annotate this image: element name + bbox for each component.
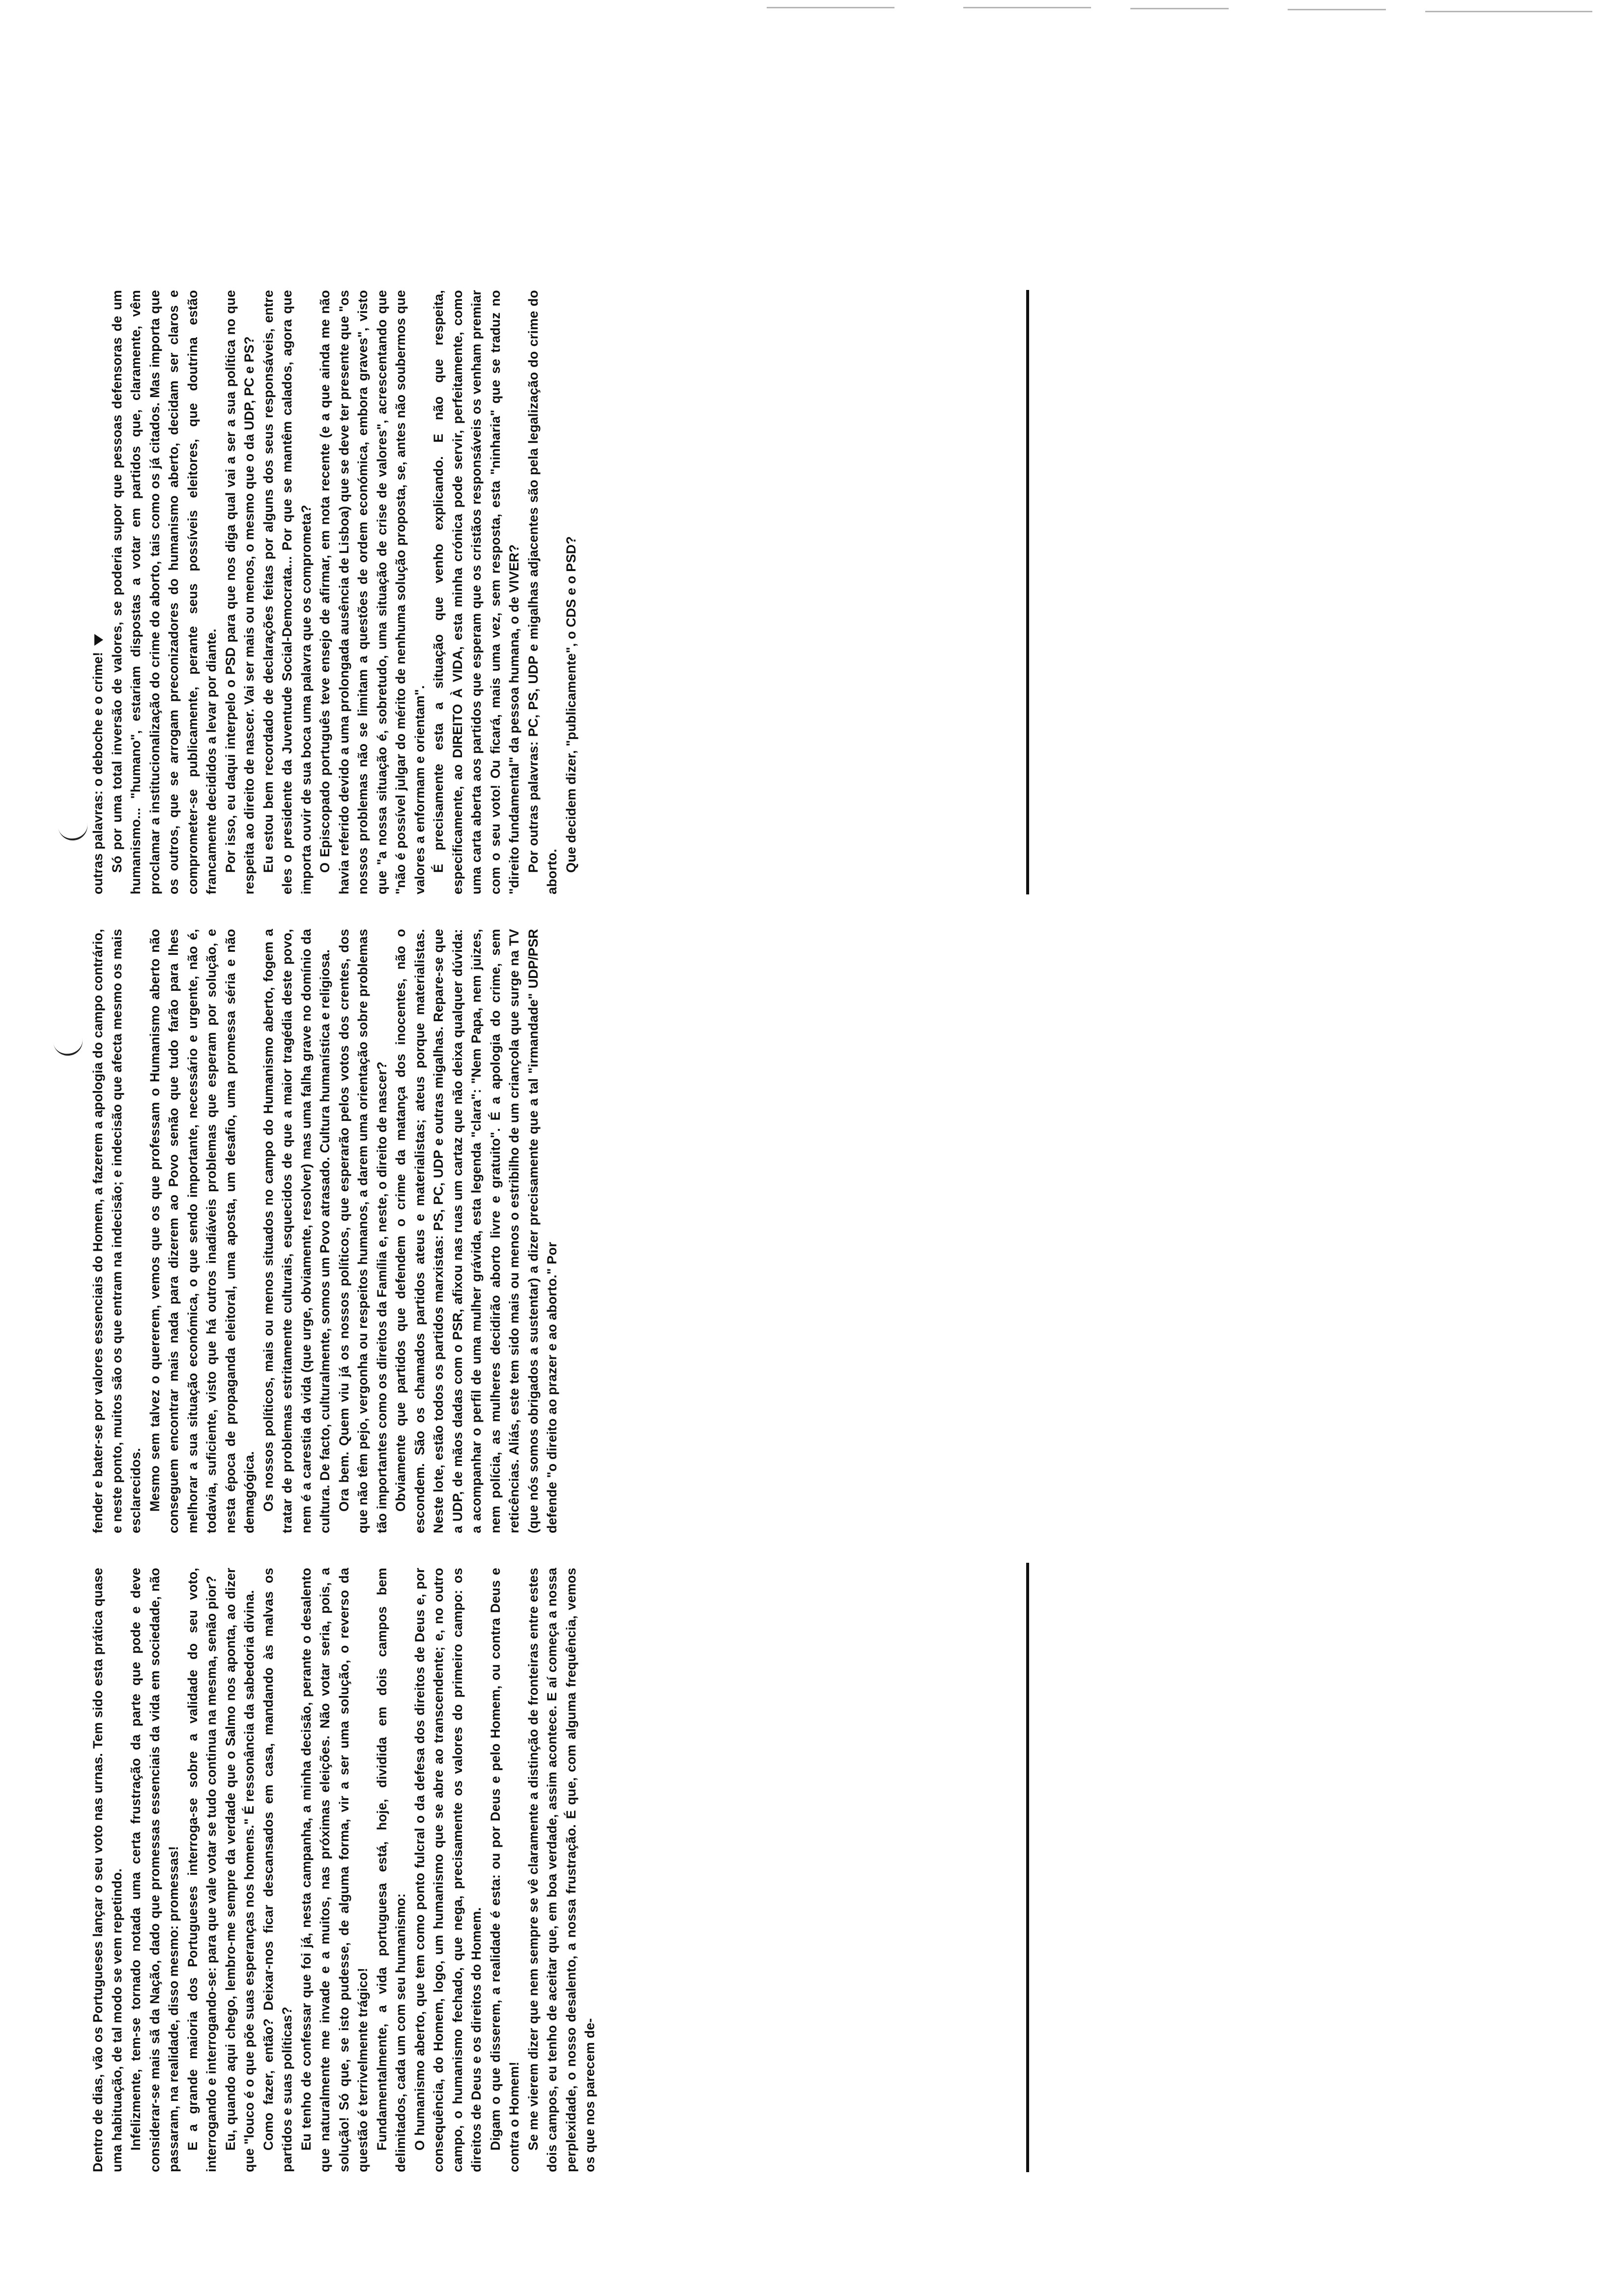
paragraph: Ora bem. Quem viu já os nossos políticos, que esperarão pelos votos dos crentes, dos que não têm pejo, vergonha ou respeitos humanos, a darem uma orientação sobre problemas tão importantes como os direitos da Família e, neste, o direito de nascer? xyxy=(336,929,389,1533)
end-mark-icon xyxy=(94,634,103,646)
article-column-1 xyxy=(88,1568,1022,2172)
scan-artifact-line xyxy=(1425,11,1592,12)
binder-mark xyxy=(53,1034,85,1058)
paragraph: O humanismo aberto, que tem como ponto fulcral o da defesa dos direitos de Deus e, por consequência, do Homem, logo, um humanismo que se abre ao transcendente; e, no outro campo, o humanismo fechado, que nega, precisamente os valores do primeiro campo: os direitos de Deus e os direitos do Homem. xyxy=(412,1568,484,2172)
paragraph xyxy=(88,290,108,894)
paragraph: Eu tenho de confessar que foi já, nesta campanha, a minha decisão, perante o desalento que naturalmente me invade e a muitos, nas próximas eleições. Não votar seria, pois, a solução! Só que, se isto pudesse, de alguma forma, vir a ser uma solução, o reverso da questão é terrivelmente trágico! xyxy=(298,1568,370,2172)
paragraph: fender e bater-se por valores essenciais do Homem, a fazerem a apologia do campo contrário, e neste ponto, muitos são os que entram na indecisão; e indecisão que afecta mesmo os mais esclarecidos. xyxy=(90,929,143,1533)
paragraph: Eu estou bem recordado de declarações feitas por alguns dos seus responsáveis, entre eles o presidente da Juventude Social-Democrata... Por que se mantêm calados, agora que importa ouvir de sua boca uma palavra que os comprometa? xyxy=(260,290,314,894)
paragraph: Só por uma total inversão de valores, se poderia supor que pessoas defensoras de um humanismo... "humano", estariam dispostas a votar em partidos que, claramente, vêm proclamar a institucionalização do crime do aborto, tais como os já citados. Mas importa que os outros, que se arrogam preconizadores do humanismo aberto, decidam ser claros e comprometer-se publicamente, perante seus possíveis eleitores, que doutrina estão francamente decididos a levar por diante. xyxy=(109,290,219,894)
scan-artifact-line xyxy=(767,7,894,8)
scan-artifact-line xyxy=(963,7,1091,8)
paragraph: Que decidem dizer, "publicamente", o CDS e o PSD? xyxy=(563,536,578,873)
paragraph: Digam o que disserem, a realidade é esta: ou por Deus e pelo Homem, ou contra Deus e contra o Homem! xyxy=(488,1568,521,2172)
paragraph: Eu, quando aqui chego, lembro-me sempre da verdade que o Salmo nos aponta, ao dizer que "louco é o que põe suas esperanças nos homens." É ressonância da sabedoria divina. xyxy=(223,1568,257,2172)
column-end-rule xyxy=(1026,290,1029,894)
paragraph: Fundamentalmente, a vida portuguesa está, hoje, dividida em dois campos bem delimitados, cada um com seu humanismo: xyxy=(374,1568,408,2172)
paragraph: O Episcopado português teve ensejo de afirmar, em nota recente (e a que ainda me não havia referido devido a uma prolongada ausência de Lisboa) que se deve ter presente que "os nossos problemas não se limitam a questões de ordem económica, embora graves", visto que "a nossa situação é, sobretudo, uma situação de crise de valores", acrescentando que "não é possível julgar do mérito de nenhuma solução proposta, se, antes não soubermos que valores a enformam e orientam". xyxy=(317,290,427,894)
article-column-2 xyxy=(88,929,1022,1533)
paragraph: Como fazer, então? Deixar-nos ficar descansados em casa, mandando às malvas os partidos e suas políticas? xyxy=(260,1568,294,2172)
paragraph: Se me vierem dizer que nem sempre se vê claramente a distinção de fronteiras entre estes dois campos, eu tenho de aceitar que, em boa verdade, assim acontece. E aí começa a nossa perplexidade, o nosso desalento, a nossa frustração. É que, com alguma frequência, vemos os que nos parecem de- xyxy=(525,1568,597,2172)
paragraph: E a grande maioria dos Portugueses interroga-se sobre a validade do seu voto, interrogando e interrogando-se: para que vale votar se tudo continua na mesma, senão pior? xyxy=(185,1568,219,2172)
binder-mark xyxy=(58,819,90,843)
paragraph: Os nossos políticos, mais ou menos situados no campo do Humanismo aberto, fogem a tratar de problemas estritamente culturais, esquecidos de que a maior tragédia deste povo, nem é a carestia da vida (que urge, obviamente, resolver) mas uma falha grave no domínio da cultura. De facto, culturalmente, somos um Povo atrasado. Cultura humanística e religiosa. xyxy=(260,929,332,1533)
paragraph: Mesmo sem talvez o quererem, vemos que os que professam o Humanismo aberto não conseguem encontrar mais nada para dizerem ao Povo senão que tudo farão para lhes melhorar a sua situação económica, o que sendo importante, necessário e urgente, não é, todavia, suficiente, visto que há outros inadiáveis problemas que esperam por solução, e nesta época de propaganda eleitoral, uma aposta, um desafio, uma promessa séria e não demagógica. xyxy=(147,929,257,1533)
paragraph: É precisamente esta a situação que venho explicando. E não que respeita, especificamente, ao DIREITO À VIDA, esta minha crónica pode servir, perfeitamente, como uma carta aberta aos partidos que esperam que os cristãos responsáveis os venham premiar com o seu voto! Ou ficará, mais uma vez, sem resposta, esta "ninharia" que se traduz no "direito fundamental" da pessoa humana, o de VIVER? xyxy=(431,290,521,894)
rotated-article xyxy=(88,256,1071,2172)
scan-artifact-line xyxy=(1288,9,1386,10)
paragraph-text: outras palavras: o deboche e o crime! xyxy=(90,652,105,894)
paragraph: Infelizmente, tem-se tornado notada uma certa frustração da parte que pode e deve considerar-se mais sã da Nação, dado que promessas essenciais da vida em sociedade, não passaram, na realidade, disso mesmo: promessas! xyxy=(128,1568,181,2172)
paragraph: Obviamente que partidos que defendem o crime da matança dos inocentes, não o escondem. São os chamados partidos ateus e materialistas; ateus porque materialistas. Neste lote, estão todos os partidos marxistas: PS, PC, UDP e outras migalhas. Repare-se que a UDP, de mãos dadas com o PSR, afixou nas ruas um cartaz que não deixa qualquer dúvida: a acompanhar o perfil de uma mulher grávida, esta legenda "clara": "Nem Papa, nem juizes, nem polícia, as mulheres decidirão aborto livre e gratuito". É a apologia do crime, sem reticências. Aliás, este tem sido mais ou menos o estribilho de um criançola que surge na TV (que nós somos obrigados a sustentar) a dizer precisamente que a tal "irmandade" UDP/PSR defende "o direito ao prazer e ao aborto." Por xyxy=(393,929,559,1533)
scan-artifact-line xyxy=(1130,8,1229,9)
column-end-rule xyxy=(1026,1563,1029,2172)
paragraph: Por outras palavras: PC, PS, UDP e migalhas adjacentes são pela legalização do crime do aborto. xyxy=(525,290,559,894)
paragraph: Dentro de dias, vão os Portugueses lançar o seu voto nas urnas. Tem sido esta prática quase uma habituação, de tal modo se vem repetindo. xyxy=(90,1568,124,2172)
article-column-3 xyxy=(88,290,1022,894)
paragraph: Por isso, eu daqui interpelo o PSD para que nos diga qual vai a ser a sua política no que respeita ao direito de nascer. Vai ser mais ou menos, o mesmo que o da UDP, PC e PS? xyxy=(223,290,257,894)
